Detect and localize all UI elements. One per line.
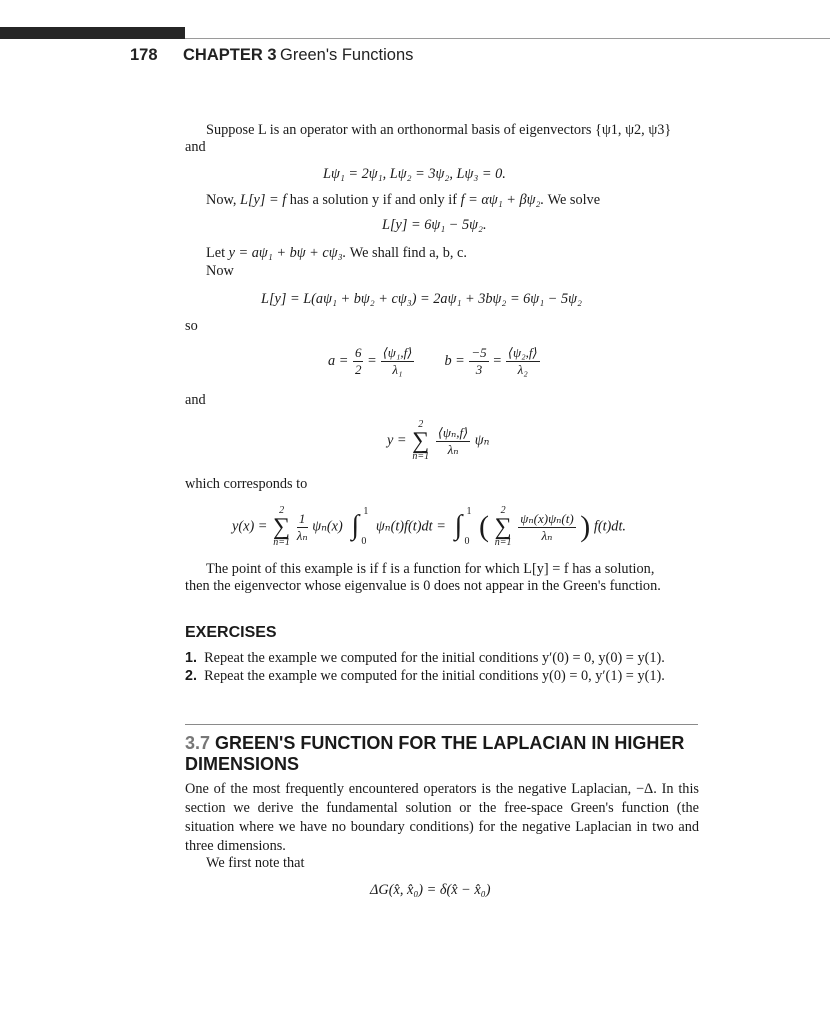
section-number: 3.7 (185, 733, 211, 753)
exercises-heading: EXERCISES (185, 624, 277, 641)
b-inner-product-fraction: $\frac{\text{⟨ψ₂,f⟩}}{\text{λ₂}}$ (507, 345, 538, 377)
eigen-equation: Lψ₁ = 2ψ₁, Lψ₂ = 3ψ₂, Lψ₃ = 0. (323, 166, 506, 182)
integral-symbol: ∫ 1 0 (351, 506, 369, 547)
page-number: 178 (130, 46, 158, 64)
section-paragraph-2: We first note that (206, 855, 305, 871)
b-fraction: $\frac{-5}{3}$ (471, 345, 487, 377)
laplace-equation: ΔG(x̂, x̂₀) = δ(x̂ − x̂₀) (370, 882, 491, 898)
solve-equation: L[y] = 6ψ₁ − 5ψ₂. (382, 217, 487, 233)
and-text-2: and (185, 392, 206, 408)
exercise-item: 2. Repeat the example we computed for the initial conditions y(0) = 0, y′(1) = y(1). (185, 668, 665, 684)
point-line-1: The point of this example is if f is a function for which L[y] = f has a solution, (206, 561, 655, 577)
section-rule (185, 724, 698, 725)
let-line: Let y = aψ₁ + bψ + cψ₃. We shall find a, b, c. (206, 245, 467, 261)
exercise-item: 1. Repeat the example we computed for the initial conditions y′(0) = 0, y(0) = y(1). (185, 650, 665, 666)
ab-equation: a = $\frac{6}{2}$ = $\frac{\text{⟨ψ₁,f⟩}}{\text{λ₁}}$ b = $\frac{-5}{3}$ = $\frac{\text{⟨ψ₂,f⟩}}{\text{λ₂}}$ (328, 345, 538, 377)
intro-line: Suppose L is an operator with an orthonormal basis of eigenvectors {ψ1, ψ2, ψ3} (206, 122, 672, 138)
kernel-fraction: $\frac{\text{ψₙ(x)ψₙ(t)}}{\text{λₙ}}$ (520, 510, 574, 543)
corresponds-text: which corresponds to (185, 476, 308, 492)
and-text: and (185, 139, 206, 155)
expand-equation: L[y] = L(aψ₁ + bψ₂ + cψ₃) = 2aψ₁ + 3bψ₂ = 6ψ₁ − 5ψ₂ (261, 291, 582, 307)
integral-symbol: ∫ 1 0 (454, 506, 472, 547)
sum-symbol: 2 ∑ n=1 (273, 505, 291, 548)
section-title-line2: DIMENSIONS (185, 754, 300, 774)
header-bar-dark (0, 27, 185, 39)
now-condition-line: Now, L[y] = f has a solution y if and only if f = αψ₁ + βψ₂. We solve (206, 192, 601, 208)
section-heading (185, 733, 705, 775)
a-fraction: $\frac{6}{2}$ (354, 345, 362, 377)
y-fraction: $\frac{\text{⟨ψₙ,f⟩}}{\text{λₙ}}$ (437, 424, 469, 457)
y-sum-equation: y = 2 ∑ n=1 $\frac{\text{⟨ψₙ,f⟩}}{\text{λₙ}}$ ψₙ (387, 419, 490, 462)
a-inner-product-fraction: $\frac{\text{⟨ψ₁,f⟩}}{\text{λ₁}}$ (382, 345, 413, 377)
sum-symbol: 2 ∑ n=1 (412, 419, 430, 462)
section-title-line1: GREEN'S FUNCTION FOR THE LAPLACIAN IN HIGHER (215, 733, 685, 753)
chapter-title: Green's Functions (280, 46, 414, 64)
now-text: Now (206, 263, 234, 279)
chapter-label: CHAPTER 3 (183, 46, 277, 64)
point-line-2: then the eigenvector whose eigenvalue is 0 does not appear in the Green's function. (185, 578, 661, 594)
section-paragraph: One of the most frequently encountered operators is the negative Laplacian, −Δ. In this section we derive the fundamental solution or the free-space Green's function (the situation where we have no boundary conditions) for the negative Laplacian in two and three dimensions. (185, 781, 699, 854)
so-text: so (185, 318, 198, 334)
yx-integral-equation: y(x) = 2 ∑ n=1 $\frac{1}{\text{λₙ}}$ ψₙ(x) ∫ 1 0 ψₙ(t)f(t)dt = ∫ 1 0 ( 2 ∑ n=1 $\frac{\text{ψₙ(x)ψₙ(t)}}{\text{λₙ}}$ ) f(t)dt. (232, 505, 627, 548)
header-rule (185, 38, 830, 39)
sum-symbol: 2 ∑ n=1 (494, 505, 512, 548)
inv-lambda-fraction: $\frac{1}{\text{λₙ}}$ (296, 510, 308, 543)
